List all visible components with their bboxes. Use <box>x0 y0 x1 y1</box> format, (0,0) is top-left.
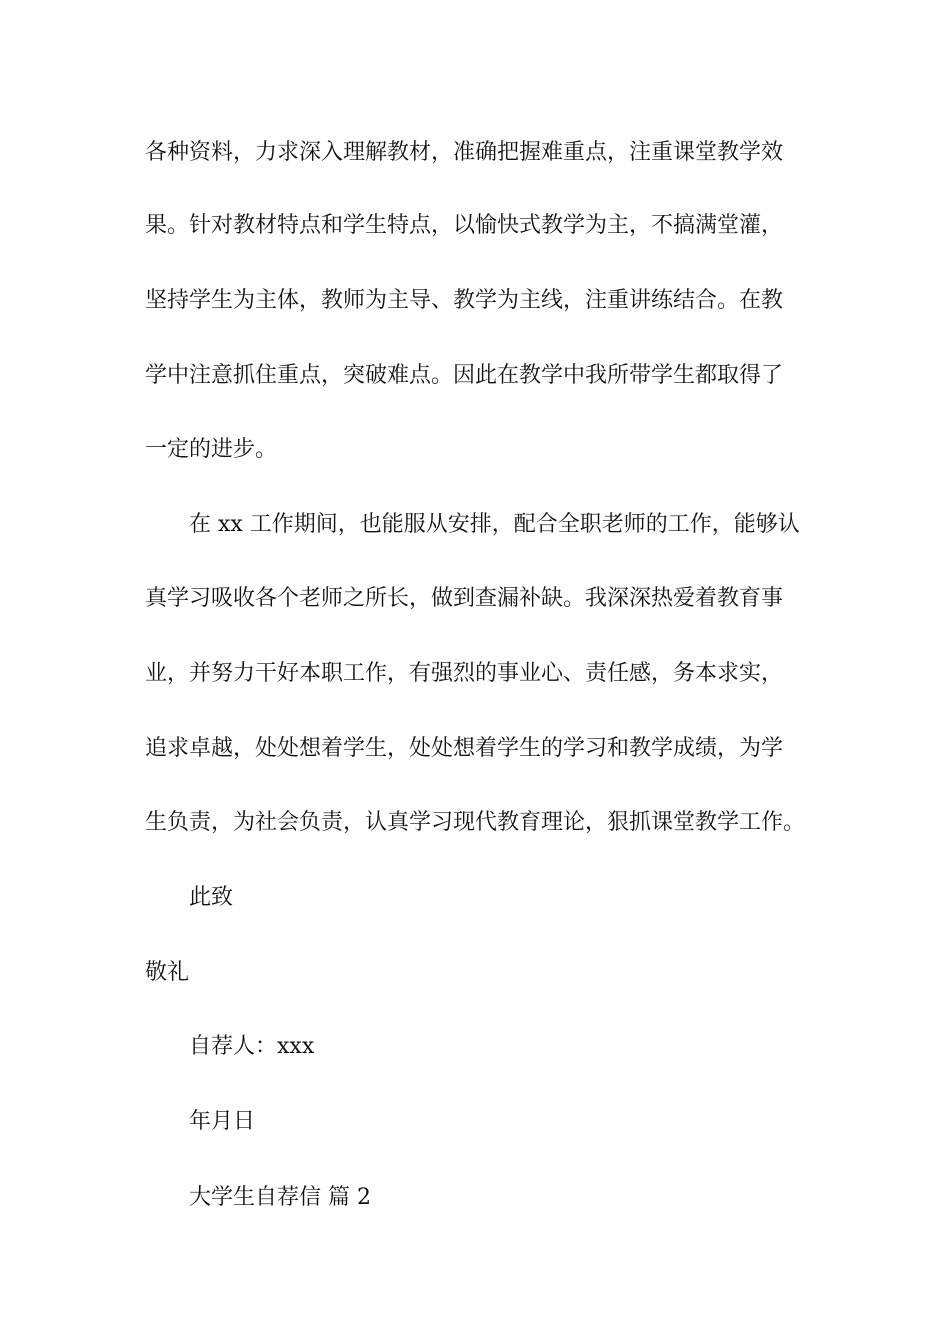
closing-text: 此致 <box>189 885 234 910</box>
salutation-text: 敬礼 <box>145 960 190 985</box>
paragraph-line: 各种资料，力求深入理解教材，准确把握难重点，注重课堂教学效 <box>145 140 784 165</box>
paragraph-line: 果。针对教材特点和学生特点，以愉快式教学为主，不搞满堂灌， <box>145 213 784 238</box>
paragraph-line: 业，并努力干好本职工作，有强烈的事业心、责任感，务本求实， <box>145 661 784 686</box>
date-text: 年月日 <box>189 1109 256 1134</box>
paragraph-line: 生负责，为社会负责，认真学习现代教育理论，狠抓课堂教学工作。 <box>145 810 806 835</box>
paragraph-line: 真学习吸收各个老师之所长，做到查漏补缺。我深深热爱着教育事 <box>145 586 784 611</box>
signature-text: 自荐人：xxx <box>189 1034 315 1059</box>
paragraph-line: 学中注意抓住重点，突破难点。因此在教学中我所带学生都取得了 <box>145 363 784 388</box>
section-heading: 大学生自荐信 篇 2 <box>189 1185 371 1210</box>
paragraph-line: 一定的进步。 <box>145 437 278 462</box>
paragraph-line: 追求卓越，处处想着学生，处处想着学生的学习和教学成绩，为学 <box>145 736 784 761</box>
paragraph-line: 坚持学生为主体，教师为主导、教学为主线，注重讲练结合。在教 <box>145 288 784 313</box>
paragraph-line: 在 xx 工作期间，也能服从安排，配合全职老师的工作，能够认 <box>189 512 800 537</box>
